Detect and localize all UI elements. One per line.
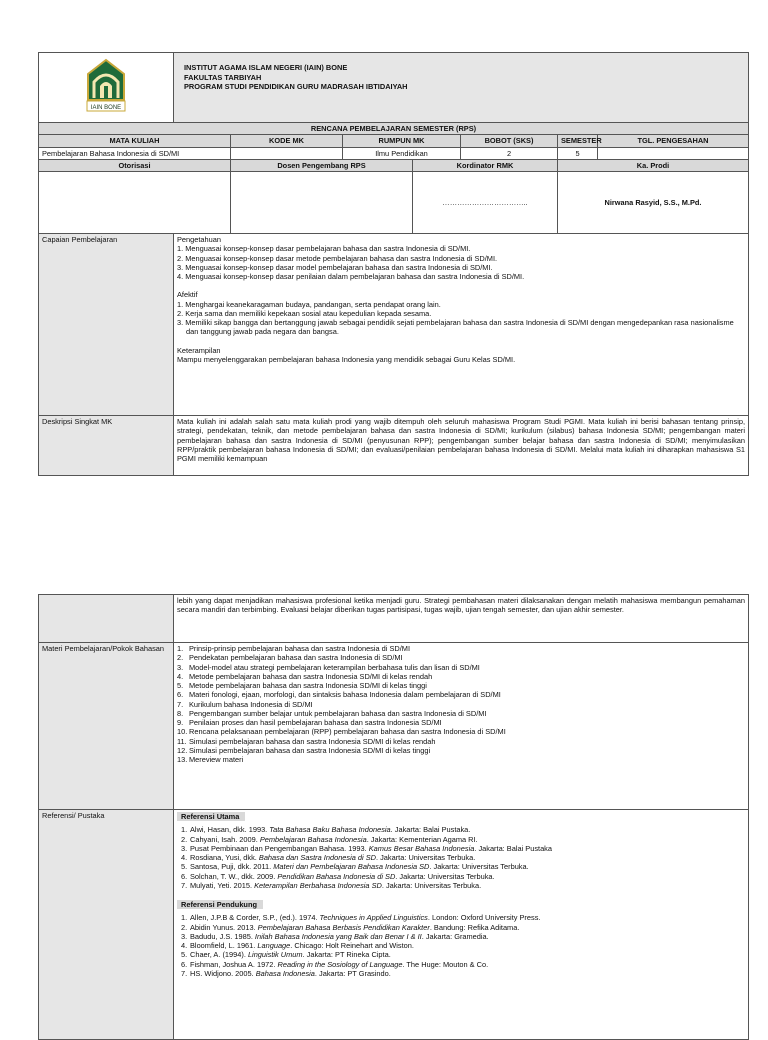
- reference-pre: Bloomfield, L. 1961.: [190, 941, 258, 950]
- reference-title: Pembelajaran Bahasa Berbasis Pendidikan Karakter: [257, 922, 430, 932]
- material-item: 13. Mereview materi: [177, 755, 244, 764]
- header-otorisasi: Otorisasi: [39, 159, 231, 171]
- reference-title: Materi dan Pembelajaran Bahasa Indonesia SD: [273, 862, 430, 872]
- reference-title: Linguistik Umum: [247, 950, 303, 960]
- materials-row: [39, 643, 749, 810]
- description-continued-label: [39, 595, 174, 643]
- description-row: [39, 416, 749, 476]
- reference-title: Inilah Bahasa Indonesia yang Baik dan Benar I & II: [254, 931, 422, 941]
- description-text: Mata kuliah ini adalah salah satu mata kuliah prodi yang wajib ditempuh oleh seluruh mahasiswa Program Studi PGMI. Mata kuliah ini berisi bahasan tentang prinsip, strategi, pendekatan, teknik, dan metode pembelajaran bahasa dan sastra Indonesia di SD/MI; kurikulum (silabus) bahasa Indonesia SD/MI; pengembangan materi pembelajaran bahasa dan sastra Indonesia di SD/MI (penyusunan RPP); pengembangan sumber belajar bahasa dan sastra Indonesia di SD/MI; menyimulasikan RPP/praktik pembelajaran bahasa Indonesia di SD/MI; dan evaluasi/penilaian pembelajaran bahasa Indonesia di SD/MI. Melalui mata kuliah ini diharapkan mahasiswa S1 PGMI memiliki kemampuan: [174, 416, 749, 476]
- header-semester: SEMESTER: [558, 135, 598, 147]
- material-item: 9. Penilaian proses dan hasil pembelajaran bahasa dan sastra Indonesia SD/MI: [177, 718, 442, 727]
- reference-item: 3. Pusat Pembinaan dan Pengembangan Bahasa. 1993. Kamus Besar Bahasa Indonesia. Jakarta: Balai Pustaka: [181, 843, 552, 853]
- page-gap: [0, 520, 768, 590]
- doc-title-row: [39, 123, 749, 135]
- ka-prodi-value: Nirwana Rasyid, S.S., M.Pd.: [558, 172, 749, 234]
- header-rumpun-mk: RUMPUN MK: [343, 135, 461, 147]
- references-row: [39, 810, 749, 1040]
- materials-list: [177, 644, 745, 764]
- logo-text: IAIN BONE: [90, 105, 122, 112]
- material-item-text: Model-model atau strategi pembelajaran keterampilan berbahasa tulis dan lisan di SD/MI: [189, 662, 480, 672]
- reference-title: Bahasa Indonesia: [255, 968, 315, 978]
- material-item-text: Pendekatan pembelajaran bahasa dan sastra Indonesia di SD/MI: [189, 653, 403, 663]
- course-header-row: [39, 135, 749, 147]
- header-kordinator-rmk: Kordinator RMK: [413, 159, 558, 171]
- skills-text: Mampu menyelenggarakan pembelajaran bahasa Indonesia yang mendidik sebagai Guru Kelas SD/MI.: [177, 354, 516, 364]
- value-mata-kuliah: Pembelajaran Bahasa Indonesia di SD/MI: [39, 147, 231, 159]
- reference-pre: Mulyati, Yeti. 2015.: [190, 880, 255, 890]
- institution-header: [174, 53, 749, 123]
- material-item-text: Penilaian proses dan hasil pembelajaran bahasa dan sastra Indonesia SD/MI: [189, 718, 442, 727]
- course-value-row: [39, 147, 749, 159]
- reference-post: . Jakarta: Kementerian Agama RI.: [366, 834, 478, 844]
- affective-title: Afektif: [177, 290, 198, 300]
- header-row: [39, 53, 749, 123]
- kordinator-value: ……………………………..: [413, 172, 558, 234]
- reference-pre: Chaer, A. (1994).: [190, 950, 248, 960]
- reference-post: . Jakarta: Balai Pustaka: [474, 843, 552, 853]
- header-tgl-pengesahan: TGL. PENGESAHAN: [598, 135, 749, 147]
- reference-post: . Jakarta: Universitas Terbuka.: [429, 862, 529, 872]
- reference-pre: Badudu, J.S. 1985.: [190, 931, 255, 941]
- reference-post: . Jakarta: Gramedia.: [421, 931, 489, 941]
- rps-page-2: [0, 590, 768, 1024]
- header-dosen-pengembang: Dosen Pengembang RPS: [231, 159, 413, 171]
- reference-pre: Solchan, T. W., dkk. 2009.: [190, 871, 278, 881]
- material-item: 12. Simulasi pembelajaran bahasa dan sastra Indonesia SD/MI di kelas tinggi: [177, 745, 431, 755]
- material-item: 5. Metode pembelajaran bahasa dan sastra Indonesia SD/MI di kelas tinggi: [177, 681, 427, 690]
- references-label: Referensi/ Pustaka: [39, 810, 174, 1040]
- support-references-title: Referensi Pendukung: [177, 900, 263, 909]
- main-references-title: Referensi Utama: [177, 812, 245, 821]
- header-bobot: BOBOT (SKS): [461, 135, 558, 147]
- material-item-text: Materi fonologi, ejaan, morfologi, dan sintaksis bahasa Indonesia dalam pembelajaran di SD/MI: [189, 690, 501, 700]
- reference-pre: Allen, J.P.B & Corder, S.P., (ed.). 1974.: [190, 913, 320, 923]
- reference-post: . Jakarta: Universitas Terbuka.: [376, 853, 476, 862]
- reference-title: Techniques in Applied Linguistics: [319, 913, 428, 923]
- reference-title: Reading in the Sosiology of Language: [277, 959, 403, 969]
- support-references-list: [177, 913, 745, 978]
- reference-item: 7. Mulyati, Yeti. 2015. Keterampilan Berbahasa Indonesia SD. Jakarta: Universitas Terbuka.: [181, 880, 482, 890]
- material-item: 3. Model-model atau strategi pembelajaran keterampilan berbahasa tulis dan lisan di SD/MI: [177, 662, 480, 672]
- header-ka-prodi: Ka. Prodi: [558, 159, 749, 171]
- main-references-list: [177, 825, 745, 890]
- reference-pre: Cahyani, Isah. 2009.: [190, 834, 260, 844]
- knowledge-item: 4. Menguasai konsep-konsep dasar penilaian dalam pembelajaran bahasa dan sastra Indonesia di SD/MI.: [177, 272, 525, 281]
- reference-pre: Rosdiana, Yusi, dkk.: [190, 853, 259, 862]
- material-item-text: Mereview materi: [189, 755, 244, 764]
- affective-item: 1. Menghargai keanekaragaman budaya, pandangan, serta pendapat orang lain.: [177, 299, 441, 309]
- reference-post: . Jakarta: Universitas Terbuka.: [381, 880, 482, 890]
- knowledge-title: Pengetahuan: [177, 235, 221, 244]
- reference-post: . Chicago: Holt Reinehart and Wiston.: [290, 941, 414, 950]
- reference-pre: Fishman, Joshua A. 1972.: [190, 959, 278, 969]
- references-content: [174, 810, 749, 1040]
- material-item: 4. Metode pembelajaran bahasa dan sastra Indonesia SD/MI di kelas rendah: [177, 671, 433, 681]
- material-item-text: Kurikulum bahasa Indonesia di SD/MI: [189, 699, 313, 709]
- value-kode-mk: [231, 147, 343, 159]
- reference-pre: Santosa, Puji, dkk. 2011.: [190, 862, 274, 872]
- material-item: 2. Pendekatan pembelajaran bahasa dan sastra Indonesia di SD/MI: [177, 653, 403, 663]
- rps-table-page-1: [38, 52, 749, 476]
- affective-item: 2. Kerja sama dan memiliki kepekaan sosial atau kepedulian kepada sesama.: [177, 308, 432, 318]
- material-item-text: Pengembangan sumber belajar untuk pembelajaran bahasa dan sastra Indonesia di SD/MI: [189, 708, 487, 718]
- dosen-signature: [231, 172, 413, 234]
- material-item: 11. Simulasi pembelajaran bahasa dan sastra Indonesia SD/MI di kelas rendah: [177, 736, 436, 746]
- reference-item: 3. Badudu, J.S. 1985. Inilah Bahasa Indonesia yang Baik dan Benar I & II. Jakarta: Gramedia.: [181, 931, 489, 941]
- reference-item: 5. Chaer, A. (1994). Linguistik Umum. Jakarta: PT Rineka Cipta.: [181, 950, 391, 960]
- value-bobot: 2: [461, 147, 558, 159]
- reference-pre: Pusat Pembinaan dan Pengembangan Bahasa. 1993.: [190, 843, 369, 853]
- reference-item: 2. Cahyani, Isah. 2009. Pembelajaran Bahasa Indonesia. Jakarta: Kementerian Agama RI.: [181, 834, 478, 844]
- reference-item: 1. Allen, J.P.B & Corder, S.P., (ed.). 1974. Techniques in Applied Linguistics. London: Oxford University Press.: [181, 913, 541, 923]
- reference-item: 1. Alwi, Hasan, dkk. 1993. Tata Bahasa Baku Bahasa Indonesia. Jakarta: Balai Pustaka.: [181, 825, 471, 835]
- reference-item: 6. Solchan, T. W., dkk. 2009. Pendidikan Bahasa Indonesia di SD. Jakarta: Universitas Terbuka.: [181, 871, 495, 881]
- material-item-text: Metode pembelajaran bahasa dan sastra Indonesia SD/MI di kelas rendah: [189, 671, 433, 681]
- description-continued-row: [39, 595, 749, 643]
- affective-item: 3. Memiliki sikap bangga dan bertanggung jawab sebagai pendidik sejati pembelajaran bahasa dan sastra Indonesia di SD/MI dengan mengedepankan rasa nasionalisme dan tanggung jawab pada negara dan bangsa.: [177, 318, 734, 337]
- reference-item: 4. Rosdiana, Yusi, dkk. Bahasa dan Sastra Indonesia di SD. Jakarta: Universitas Terbuka.: [181, 853, 476, 862]
- material-item-text: Simulasi pembelajaran bahasa dan sastra Indonesia SD/MI di kelas tinggi: [189, 745, 431, 755]
- reference-title: Language: [257, 941, 291, 950]
- reference-post: . Bandung: Refika Aditama.: [429, 922, 520, 932]
- material-item: 8. Pengembangan sumber belajar untuk pembelajaran bahasa dan sastra Indonesia di SD/MI: [177, 708, 487, 718]
- material-item: 1. Prinsip-prinsip pembelajaran bahasa dan sastra Indonesia di SD/MI: [177, 644, 411, 653]
- authorization-value-row: [39, 172, 749, 234]
- reference-item: 2. Abidin Yunus. 2013. Pembelajaran Bahasa Berbasis Pendidikan Karakter. Bandung: Refika Aditama.: [181, 922, 520, 932]
- reference-pre: Alwi, Hasan, dkk. 1993.: [190, 825, 270, 835]
- reference-title: Pembelajaran Bahasa Indonesia: [259, 834, 367, 844]
- reference-title: Keterampilan Berbahasa Indonesia SD: [254, 880, 382, 890]
- reference-title: Bahasa dan Sastra Indonesia di SD: [258, 853, 376, 862]
- reference-pre: Abidin Yunus. 2013.: [190, 922, 258, 932]
- material-item: 6. Materi fonologi, ejaan, morfologi, dan sintaksis bahasa Indonesia dalam pembelajaran di SD/MI: [177, 690, 501, 700]
- header-kode-mk: KODE MK: [231, 135, 343, 147]
- reference-item: 6. Fishman, Joshua A. 1972. Reading in the Sosiology of Language. The Huge: Mouton & Co.: [181, 959, 489, 969]
- skills-title: Keterampilan: [177, 345, 221, 355]
- reference-title: Tata Bahasa Baku Bahasa Indonesia: [269, 825, 391, 835]
- reference-post: . Jakarta: Universitas Terbuka.: [395, 871, 495, 881]
- faculty-name: FAKULTAS TARBIYAH: [184, 72, 262, 82]
- knowledge-item: 2. Menguasai konsep-konsep dasar metode pembelajaran bahasa dan sastra Indonesia di SD/MI.: [177, 253, 498, 263]
- reference-post: . Jakarta: PT Rineka Cipta.: [302, 950, 391, 960]
- material-item: 7. Kurikulum bahasa Indonesia di SD/MI: [177, 699, 313, 709]
- value-tgl-pengesahan: [598, 147, 749, 159]
- description-label: Deskripsi Singkat MK: [39, 416, 174, 476]
- rps-table-page-2: [38, 594, 749, 1040]
- value-semester: 5: [558, 147, 598, 159]
- reference-item: 4. Bloomfield, L. 1961. Language. Chicago: Holt Reinehart and Wiston.: [181, 941, 414, 950]
- reference-item: 7. HS. Widjono. 2005. Bahasa Indonesia. Jakarta: PT Grasindo.: [181, 968, 391, 978]
- doc-title: RENCANA PEMBELAJARAN SEMESTER (RPS): [39, 123, 749, 135]
- learning-outcomes-content: [174, 234, 749, 416]
- value-rumpun-mk: Ilmu Pendidikan: [343, 147, 461, 159]
- material-item-text: Prinsip-prinsip pembelajaran bahasa dan sastra Indonesia di SD/MI: [189, 644, 411, 653]
- material-item-text: Simulasi pembelajaran bahasa dan sastra Indonesia SD/MI di kelas rendah: [189, 736, 436, 746]
- institution-name: INSTITUT AGAMA ISLAM NEGERI (IAIN) BONE: [184, 63, 348, 72]
- learning-outcomes-label: Capaian Pembelajaran: [39, 234, 174, 416]
- reference-post: . The Huge: Mouton & Co.: [402, 959, 489, 969]
- reference-item: 5. Santosa, Puji, dkk. 2011. Materi dan Pembelajaran Bahasa Indonesia SD. Jakarta: Universitas Terbuka.: [181, 862, 529, 872]
- description-continued-text: lebih yang dapat menjadikan mahasiswa profesional ketika menjadi guru. Strategi pembahasan materi dilaksanakan dengan melatih mahasiswa membangun pemahaman secara mandiri dan terbimbing. Evaluasi belajar diberikan tugas partisipasi, tugas wajib, ujian tengah semester, dan ujian akhir semester.: [174, 595, 749, 643]
- logo-cell: [39, 53, 174, 123]
- material-item-text: Rencana pelaksanaan pembelajaran (RPP) pembelajaran bahasa dan sastra Indonesia di SD/MI: [189, 727, 506, 737]
- reference-title: Pendidikan Bahasa Indonesia di SD: [277, 871, 396, 881]
- reference-post: . Jakarta: PT Grasindo.: [314, 968, 391, 978]
- knowledge-item: 1. Menguasai konsep-konsep dasar pembelajaran bahasa dan sastra Indonesia di SD/MI.: [177, 244, 471, 254]
- learning-outcomes-row: [39, 234, 749, 416]
- reference-post: . London: Oxford University Press.: [427, 913, 541, 923]
- reference-pre: HS. Widjono. 2005.: [190, 968, 256, 978]
- knowledge-item: 3. Menguasai konsep-konsep dasar model pembelajaran bahasa dan sastra Indonesia di SD/MI.: [177, 262, 493, 272]
- materials-label: Materi Pembelajaran/Pokok Bahasan: [39, 643, 174, 810]
- authorization-header-row: [39, 159, 749, 171]
- material-item-text: Metode pembelajaran bahasa dan sastra Indonesia SD/MI di kelas tinggi: [189, 681, 427, 690]
- iain-bone-logo-icon: [84, 56, 128, 116]
- materials-content: [174, 643, 749, 810]
- reference-post: . Jakarta: Balai Pustaka.: [390, 825, 471, 835]
- otorisasi-signature: [39, 172, 231, 234]
- reference-title: Kamus Besar Bahasa Indonesia: [368, 843, 475, 853]
- material-item: 10. Rencana pelaksanaan pembelajaran (RPP) pembelajaran bahasa dan sastra Indonesia di SD/MI: [177, 727, 506, 737]
- program-name: PROGRAM STUDI PENDIDIKAN GURU MADRASAH IBTIDAIYAH: [184, 82, 408, 92]
- header-mata-kuliah: MATA KULIAH: [39, 135, 231, 147]
